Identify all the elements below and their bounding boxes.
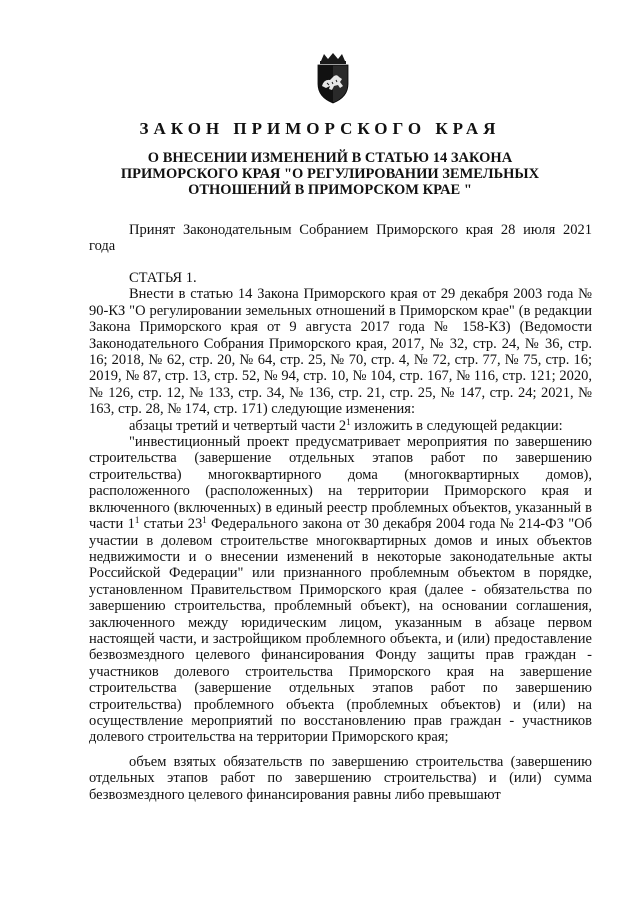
change-text: абзацы третий и четвертый части 2 (129, 417, 347, 434)
article-heading: СТАТЬЯ 1. (129, 270, 197, 286)
quote-superscript-1: 1 (134, 515, 140, 526)
quote-superscript-2: 1 (202, 515, 207, 526)
quote-part-1: "инвестиционный проект предусматривает мероприятия по завершению строительства (завершение отдельных этапов работ по завершению строительства) многоквартирного дома (многоквартирных домов), расположенного (расположенных) на территории Приморского края и включенного (включенных) в единый реестр проблемных объектов, указанный в части 1 (89, 434, 592, 533)
change-superscript: 1 (346, 416, 351, 427)
law-subtitle: О ВНЕСЕНИИ ИЗМЕНЕНИЙ В СТАТЬЮ 14 ЗАКОНА ПРИМОРСКОГО КРАЯ "О РЕГУЛИРОВАНИИ ЗЕМЕЛЬНЫХ ОТНОШЕНИЙ В ПРИМОРСКОМ КРАЕ " (120, 150, 540, 198)
quoted-paragraph-2: объем взятых обязательств по завершению строительства (завершению отдельных этапов работ по завершению строительства) и (или) сумма безвозмездного целевого финансирования равны либо превышают (89, 753, 592, 803)
change-text-end: изложить в следующей редакции: (350, 417, 563, 434)
change-instruction (89, 418, 592, 434)
article-body (89, 270, 592, 803)
adoption-note-block (89, 222, 592, 255)
quoted-paragraph-1 (89, 434, 592, 746)
adoption-note: Принят Законодательным Собранием Приморского края 28 июля 2021 года (89, 222, 592, 255)
law-title: ЗАКОН ПРИМОРСКОГО КРАЯ (139, 119, 501, 138)
quote-part-3: Федерального закона от 30 декабря 2004 года № 214-ФЗ "Об участии в долевом строительстве многоквартирных домов и иных объектов недвижимости и о внесении изменений в некоторые законодательные акты Российской Федерации" или признанного проблемным объектом в порядке, установленном Правительством Приморского края (далее - обязательства по завершению строительства, проблемный объект), на основании соглашения, заключенного между юридическим лицом, указанным в абзаце первом настоящей части, и застройщиком проблемного объекта, и (или) предоставление безвозмездного целевого финансирования Фонду защиты прав граждан - участников долевого строительства Приморского края на завершение строительства (завершение отдельных этапов работ по завершению строительства) проблемного объекта (проблемных объектов) и (или) на осуществление мероприятий по восстановлению прав граждан - участников долевого строительства на территории Приморского края; (89, 516, 592, 746)
quote-part-2: статьи 23 (139, 516, 203, 533)
article-intro: Внести в статью 14 Закона Приморского края от 29 декабря 2003 года № 90-КЗ "О регулировании земельных отношений в Приморском крае" (в редакции Закона Приморского края от 9 августа 2017 года № 158-КЗ) (Ведомости Законодательного Собрания Приморского края, 2017, № 32, стр. 24, № 36, стр. 16; 2018, № 62, стр. 20, № 64, стр. 25, № 70, стр. 4, № 72, стр. 77, № 75, стр. 16; 2019, № 87, стр. 13, стр. 52, № 94, стр. 10, № 104, стр. 167, № 116, стр. 121; 2020, № 126, стр. 12, № 133, стр. 34, № 136, стр. 21, стр. 25, № 147, стр. 24; 2021, № 163, стр. 28, № 174, стр. 171) следующие изменения: (89, 286, 592, 418)
coat-of-arms-icon (312, 52, 354, 104)
